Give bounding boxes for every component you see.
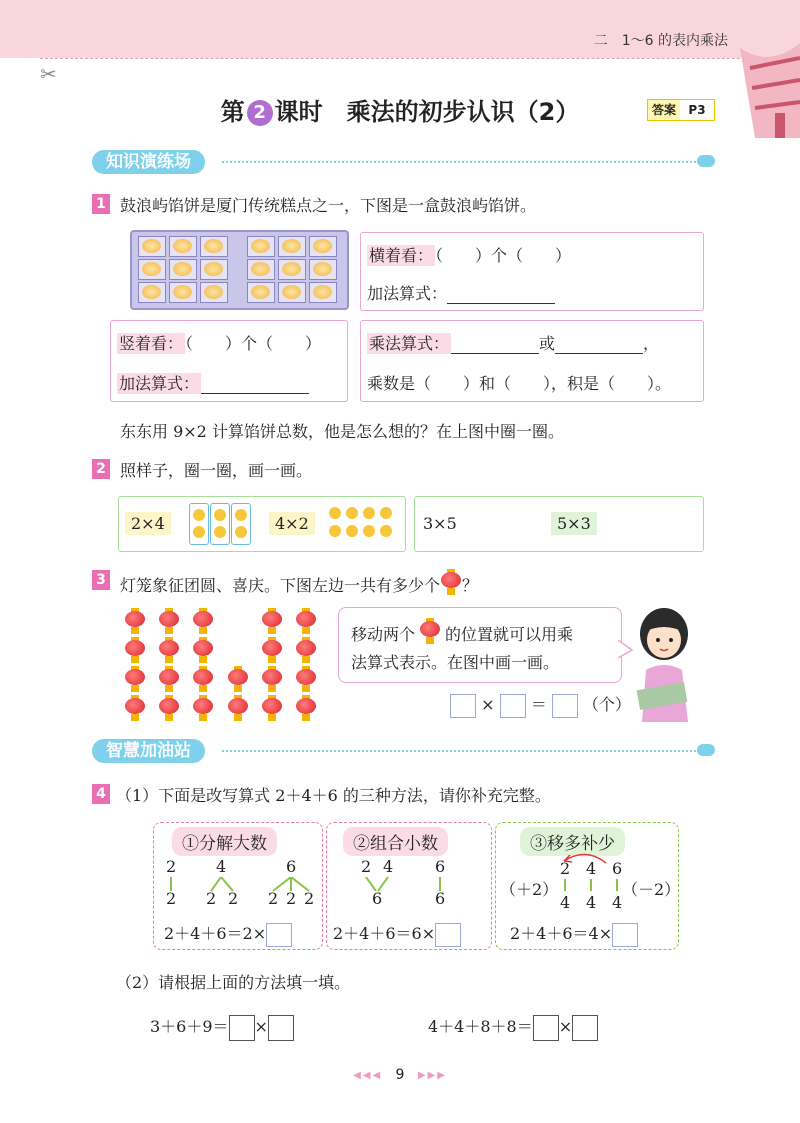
question-number: 3 <box>92 570 110 590</box>
lantern-icon <box>261 637 283 663</box>
times-sign: × <box>558 1017 573 1036</box>
pie <box>278 236 306 257</box>
times-sign: × <box>481 695 495 714</box>
dot <box>346 507 358 519</box>
digit: 6 <box>372 889 383 908</box>
pie <box>138 236 166 257</box>
unit-title: 二 1～6 的表内乘法 <box>593 33 728 49</box>
dot <box>380 507 392 519</box>
method-card-3 <box>495 822 679 950</box>
pie <box>309 236 337 257</box>
digit: 2 <box>361 857 372 876</box>
digit: 6 <box>435 889 446 908</box>
answer-page: P3 <box>680 100 714 120</box>
lantern-icon <box>124 637 146 663</box>
fill-equation-1 <box>150 1014 294 1041</box>
lantern-icon <box>192 637 214 663</box>
equation: 2＋4＋6＝6× <box>333 924 436 943</box>
dot <box>193 526 205 538</box>
combine-lines <box>327 877 491 893</box>
speech-bubble <box>338 607 622 683</box>
section-divider <box>222 750 712 752</box>
mult-answer-line-2[interactable] <box>555 353 643 354</box>
page-number: 9 <box>395 1067 405 1083</box>
dot <box>380 525 392 537</box>
digit: 6 <box>435 857 446 876</box>
dot <box>363 525 375 537</box>
lantern-icon <box>227 666 249 692</box>
lantern-icon <box>192 608 214 634</box>
bubble-text-a: 移动两个 <box>351 625 416 644</box>
comma: ， <box>643 334 660 353</box>
lantern-grid <box>124 608 329 723</box>
right-arrows-icon: ▶▶▶ <box>417 1070 447 1081</box>
answer-box[interactable] <box>572 1015 598 1041</box>
answer-box[interactable] <box>450 694 476 718</box>
times-sign: × <box>254 1017 268 1036</box>
method-card-2 <box>326 822 492 950</box>
digit: 4 <box>560 893 571 912</box>
lantern-icon <box>158 695 180 721</box>
factor-text[interactable]: 乘数是（ ）和（ ），积是（ ）。 <box>367 374 672 393</box>
digit: 4 <box>586 893 597 912</box>
unit-label: （个） <box>582 695 631 714</box>
bubble-text-b: 的位置就可以用乘 <box>445 625 574 644</box>
lantern-icon <box>158 637 180 663</box>
page-footer <box>0 1067 800 1083</box>
mult-answer-line-1[interactable] <box>451 353 539 354</box>
pie <box>200 236 228 257</box>
lantern-icon <box>227 695 249 721</box>
multiplication-box <box>360 320 704 402</box>
pie <box>247 259 275 280</box>
vertical-view-box <box>110 320 348 402</box>
title-suffix: 课时 乘法的初步认识（2） <box>274 98 580 126</box>
dot <box>346 525 358 537</box>
digit: 2 <box>560 859 571 878</box>
or-text: 或 <box>539 334 556 353</box>
answer-box[interactable] <box>612 923 638 947</box>
pie <box>138 259 166 280</box>
equalize-lines <box>496 879 678 893</box>
lantern-icon <box>158 666 180 692</box>
grouped-dots <box>189 503 251 543</box>
question-mark: ？ <box>462 576 479 595</box>
addition-answer-line[interactable] <box>201 393 309 394</box>
example-box <box>118 496 406 552</box>
answer-tag[interactable] <box>647 99 715 121</box>
digit: 2 <box>206 889 217 908</box>
question-text: 照样子，圈一圈，画一画。 <box>120 461 313 480</box>
digit: 2 <box>286 889 297 908</box>
equation: 2＋4＋6＝4× <box>510 924 613 943</box>
exercise-box[interactable] <box>414 496 704 552</box>
vertical-blank[interactable]: （ ）个（ ） <box>185 334 322 353</box>
multiplication-label: 乘法算式： <box>369 334 450 353</box>
digit: 4 <box>586 859 597 878</box>
expression: 4×2 <box>269 512 315 535</box>
section-challenge: 智慧加油站 <box>92 739 205 763</box>
section-divider <box>222 161 712 163</box>
pie <box>169 259 197 280</box>
adjust-left: （＋2） <box>500 880 559 899</box>
dot <box>193 509 205 521</box>
expression: 5×3 <box>551 512 597 535</box>
digit: 2 <box>166 857 177 876</box>
method-title: ③移多补少 <box>520 827 625 856</box>
equation: 2＋4＋6＝2× <box>164 924 267 943</box>
lantern-icon <box>124 666 146 692</box>
horizontal-view-box <box>360 232 704 311</box>
lantern-icon <box>124 695 146 721</box>
lantern-icon <box>295 666 317 692</box>
dot <box>329 507 341 519</box>
lantern-icon <box>295 695 317 721</box>
pie <box>200 259 228 280</box>
lantern-icon <box>295 637 317 663</box>
question-text: （2）请根据上面的方法填一填。 <box>116 973 351 992</box>
pie-box-image <box>130 230 349 310</box>
digit: 4 <box>383 857 394 876</box>
girl-icon <box>628 604 700 722</box>
answer-box[interactable] <box>435 923 461 947</box>
method-title: ②组合小数 <box>343 827 448 856</box>
section-practice: 知识演练场 <box>92 150 205 174</box>
dot <box>363 507 375 519</box>
pie <box>247 236 275 257</box>
question-number: 2 <box>92 459 110 479</box>
digit: 4 <box>216 857 227 876</box>
title-prefix: 第 <box>220 98 245 126</box>
answer-box[interactable] <box>533 1015 559 1041</box>
follow-up-question: 东东用 9×2 计算馅饼总数，他是怎么想的？在上图中圈一圈。 <box>120 422 564 441</box>
lantern-icon <box>419 618 441 644</box>
expression: 2×4 <box>125 512 171 535</box>
lantern-icon <box>192 666 214 692</box>
dot <box>214 526 226 538</box>
left-arrows-icon: ◀◀◀ <box>353 1070 383 1081</box>
q3-answer-row <box>450 692 631 718</box>
lantern-icon <box>261 666 283 692</box>
question-text-main: 灯笼象征团圆、喜庆。下图左边一共有多少个 <box>120 576 441 595</box>
answer-box[interactable] <box>500 694 526 718</box>
pie <box>169 236 197 257</box>
adjust-right: （－2） <box>622 880 681 899</box>
horizontal-blank[interactable]: （ ）个（ ） <box>435 246 572 265</box>
equals-sign: ＝ <box>530 695 547 714</box>
lantern-icon <box>261 695 283 721</box>
dot <box>235 509 247 521</box>
pencil-icon <box>697 155 715 167</box>
question-number: 1 <box>92 194 110 214</box>
pie <box>169 282 197 303</box>
question-number: 4 <box>92 784 110 804</box>
pie <box>309 259 337 280</box>
lantern-icon <box>124 608 146 634</box>
lantern-icon <box>192 695 214 721</box>
equation: 3＋6＋9＝ <box>150 1017 229 1036</box>
lantern-icon <box>295 608 317 634</box>
addition-answer-line[interactable] <box>447 303 555 304</box>
dot <box>329 525 341 537</box>
answer-box[interactable] <box>268 1015 294 1041</box>
question-text <box>120 569 478 596</box>
lantern-icon <box>158 608 180 634</box>
method-card-1 <box>153 822 323 950</box>
answer-box[interactable] <box>266 923 292 947</box>
digit: 4 <box>612 893 623 912</box>
digit: 6 <box>286 857 297 876</box>
digit: 2 <box>304 889 315 908</box>
answer-box[interactable] <box>229 1015 255 1041</box>
digit: 2 <box>268 889 279 908</box>
answer-label: 答案 <box>652 103 677 117</box>
method-title: ①分解大数 <box>172 827 277 856</box>
bubble-text-c: 法算式表示。在图中画一画。 <box>351 653 560 672</box>
answer-box[interactable] <box>552 694 578 718</box>
addition-label: 加法算式： <box>367 284 448 303</box>
addition-label: 加法算式： <box>119 374 200 393</box>
equation: 4＋4＋8＋8＝ <box>428 1017 533 1036</box>
dot <box>235 526 247 538</box>
lesson-number: 2 <box>247 100 273 126</box>
pie <box>200 282 228 303</box>
digit: 2 <box>166 889 177 908</box>
lantern-icon <box>261 608 283 634</box>
pie <box>278 259 306 280</box>
cut-line <box>40 58 800 59</box>
digit: 2 <box>228 889 239 908</box>
scissors-icon: ✂ <box>40 62 57 86</box>
fill-equation-2 <box>428 1014 598 1041</box>
dot <box>214 509 226 521</box>
vertical-label: 竖着看： <box>119 334 184 353</box>
digit: 6 <box>612 859 623 878</box>
horizontal-label: 横着看： <box>369 246 434 265</box>
question-text: 鼓浪屿馅饼是厦门传统糕点之一，下图是一盒鼓浪屿馅饼。 <box>120 196 537 215</box>
pie <box>278 282 306 303</box>
pie <box>138 282 166 303</box>
expression: 3×5 <box>423 514 457 533</box>
pie <box>247 282 275 303</box>
dot-array <box>329 507 399 541</box>
question-text: （1）下面是改写算式 2＋4＋6 的三种方法，请你补充完整。 <box>116 786 551 805</box>
pie <box>309 282 337 303</box>
lantern-icon <box>440 569 462 595</box>
pencil-icon <box>697 744 715 756</box>
